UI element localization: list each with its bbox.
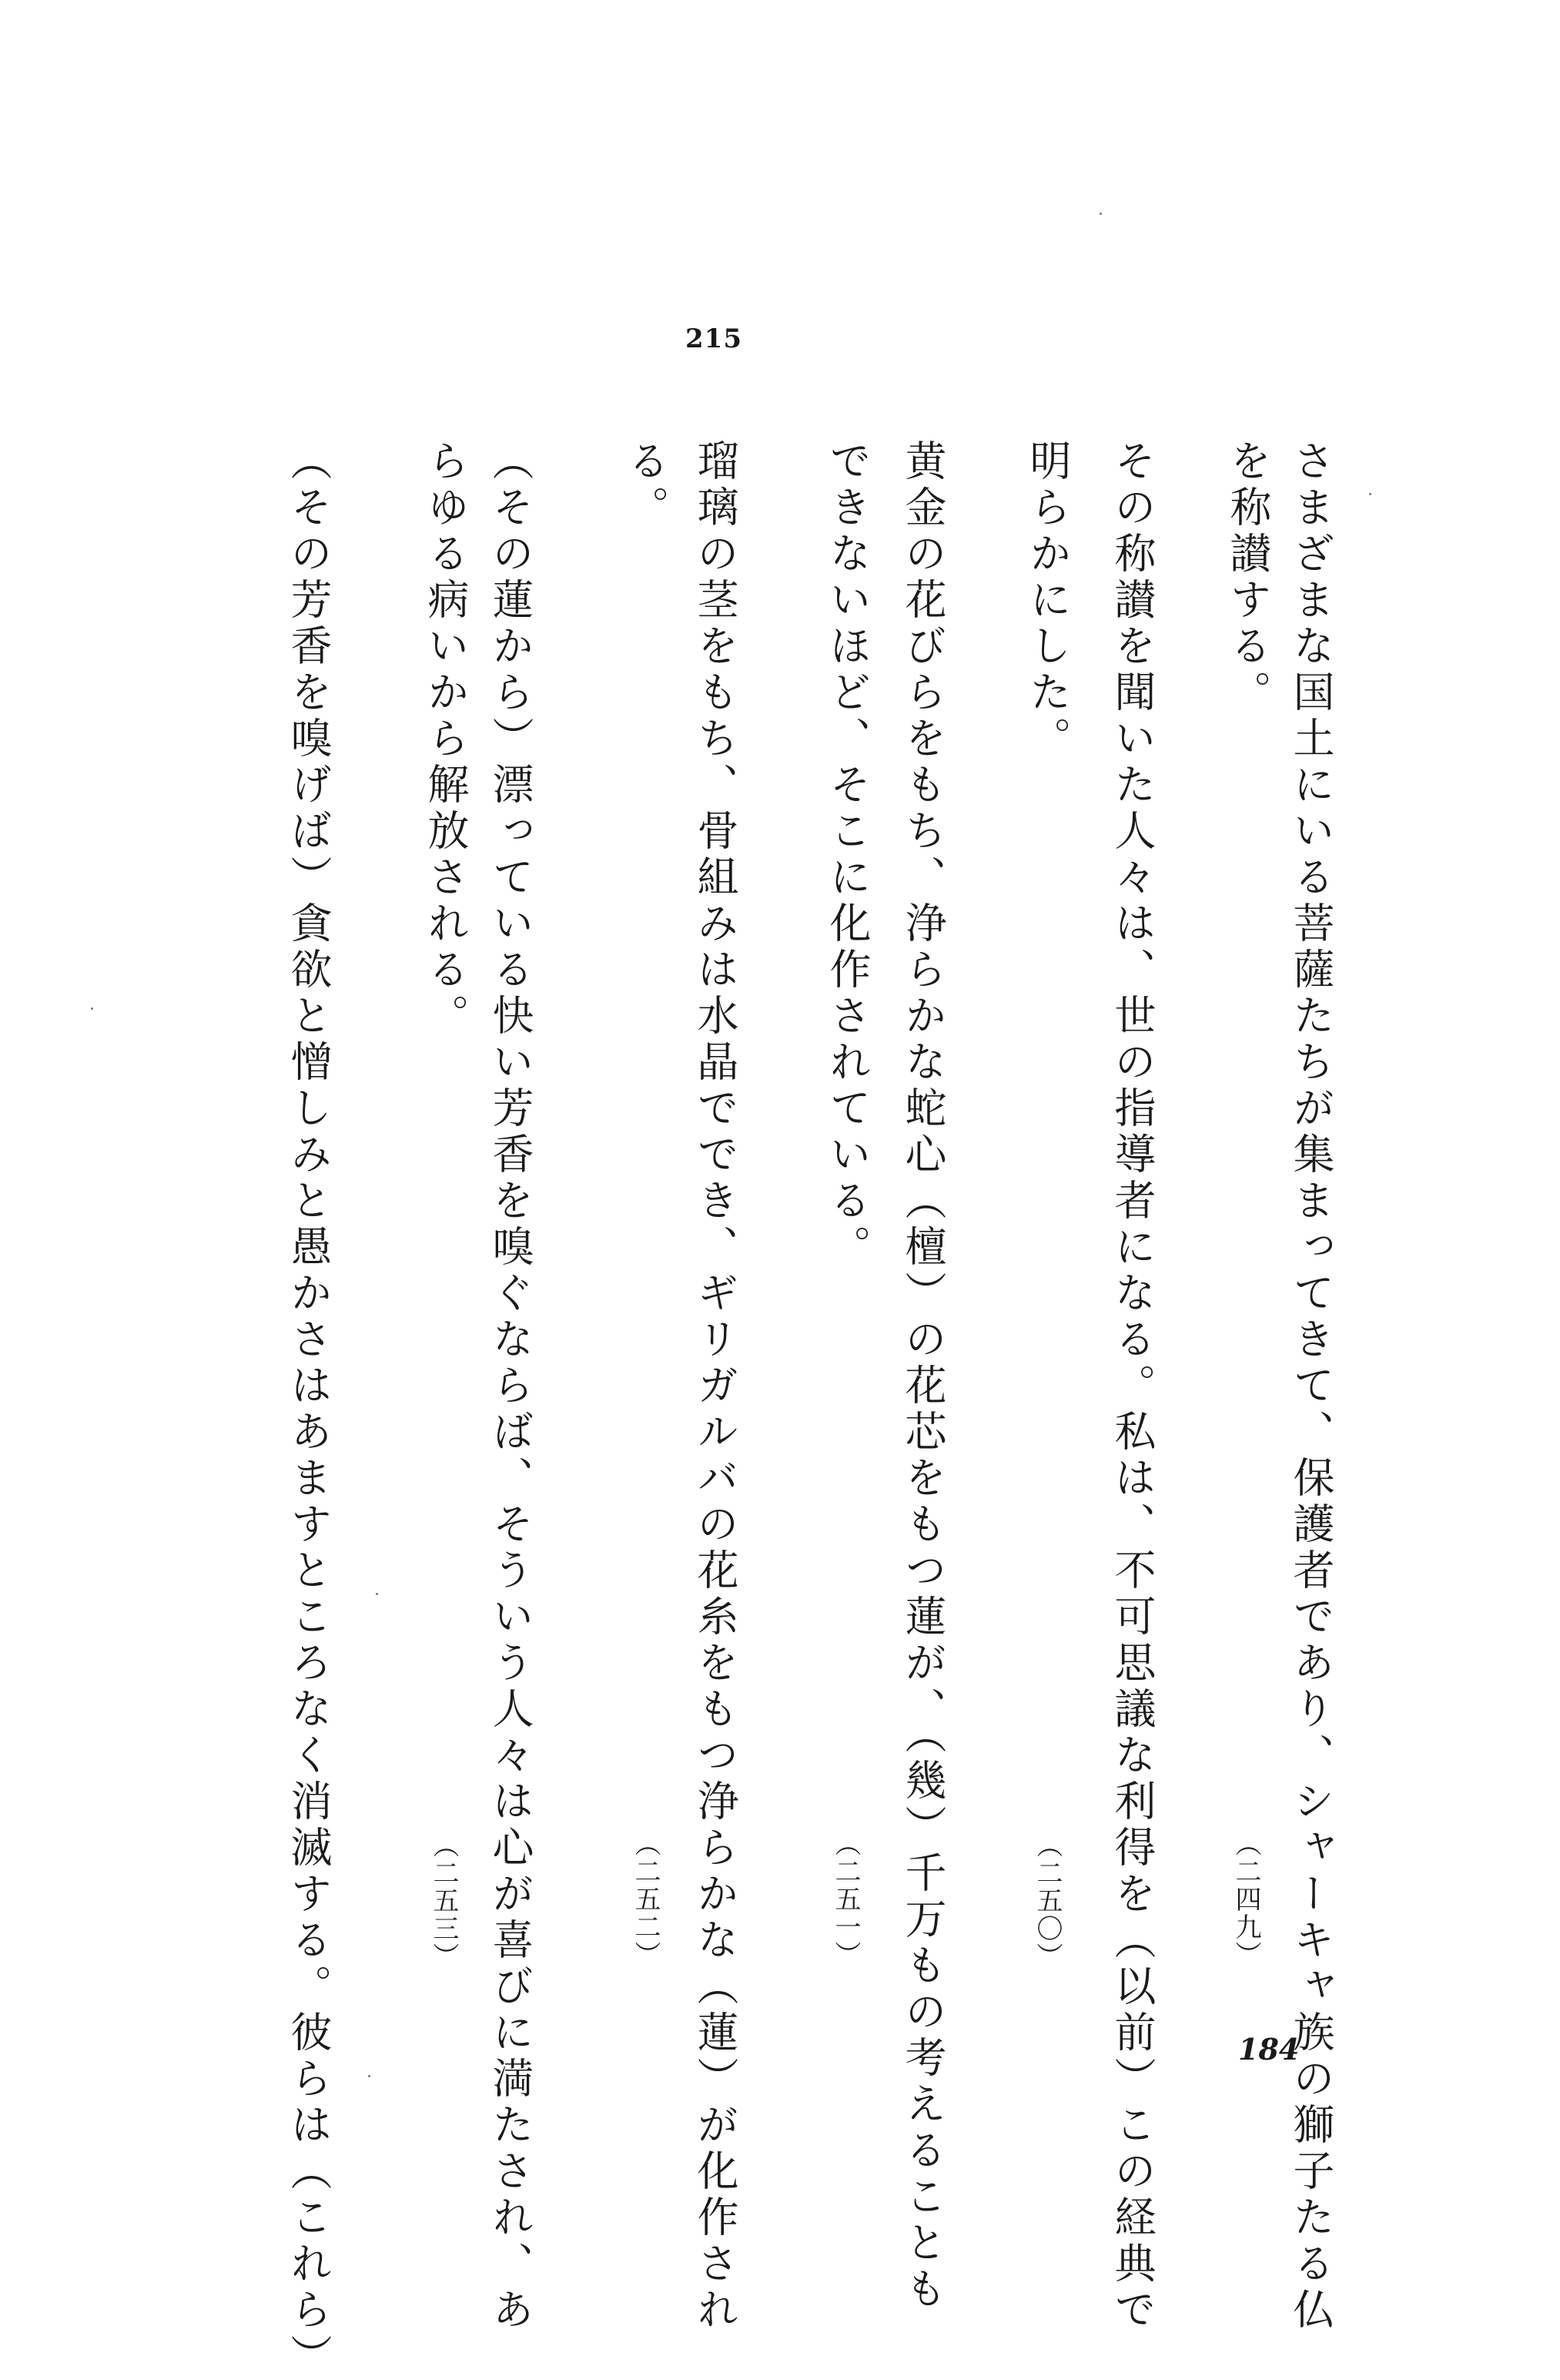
text-column-11: （その芳香を嗅げば）貪欲と憎しみと愚かさはあますところなく消滅する。彼らは（これら） — [284, 439, 333, 2380]
text-column-7: 瑠璃の茎をもち、骨組みは水晶ででき、ギリガルバの花糸をもつ浄らかな（蓮）が化作され — [691, 439, 739, 2334]
text-column-3: その称讃を聞いた人々は、世の指導者になる。私は、不可思議な利得を（以前）この経典で — [1108, 439, 1157, 2334]
text-column-5: 黄金の花びらをもち、浄らかな蛇心（檀）の花芯をもつ蓮が、（幾）千万もの考えることも — [899, 439, 947, 2313]
verse-number-249: （二四九） — [1230, 1830, 1261, 1969]
scan-speck — [91, 1007, 93, 1010]
page-number: 184 — [1238, 2032, 1300, 2067]
scan-speck — [368, 2075, 370, 2077]
text-column-8: る。 — [621, 439, 670, 531]
scan-speck — [1100, 213, 1102, 215]
text-column-9: （その蓮から）漂っている快い芳香を嗅ぐならば、そういう人々は心が喜びに満たされ、あ — [486, 439, 534, 2334]
scan-number: 215 — [685, 323, 742, 354]
verse-number-250: （二五〇） — [1032, 1832, 1063, 1970]
verse-number-251: （二五一） — [830, 1830, 861, 1969]
text-column-2: を称讃する。 — [1224, 439, 1272, 716]
text-column-1: さまざまな国土にいる菩薩たちが集まってきて、保護者であり、シャーキャ族の獅子たる仏 — [1287, 439, 1335, 2334]
scan-speck — [1369, 493, 1371, 495]
verse-number-252: （二五二） — [630, 1830, 661, 1969]
scan-speck — [376, 1593, 378, 1595]
verse-number-253: （二五三） — [428, 1832, 459, 1970]
text-column-4: 明らかにした。 — [1023, 439, 1072, 763]
text-column-10: らゆる病いから解放される。 — [421, 439, 470, 1040]
text-column-6: できないほど、そこに化作されている。 — [823, 439, 872, 1271]
